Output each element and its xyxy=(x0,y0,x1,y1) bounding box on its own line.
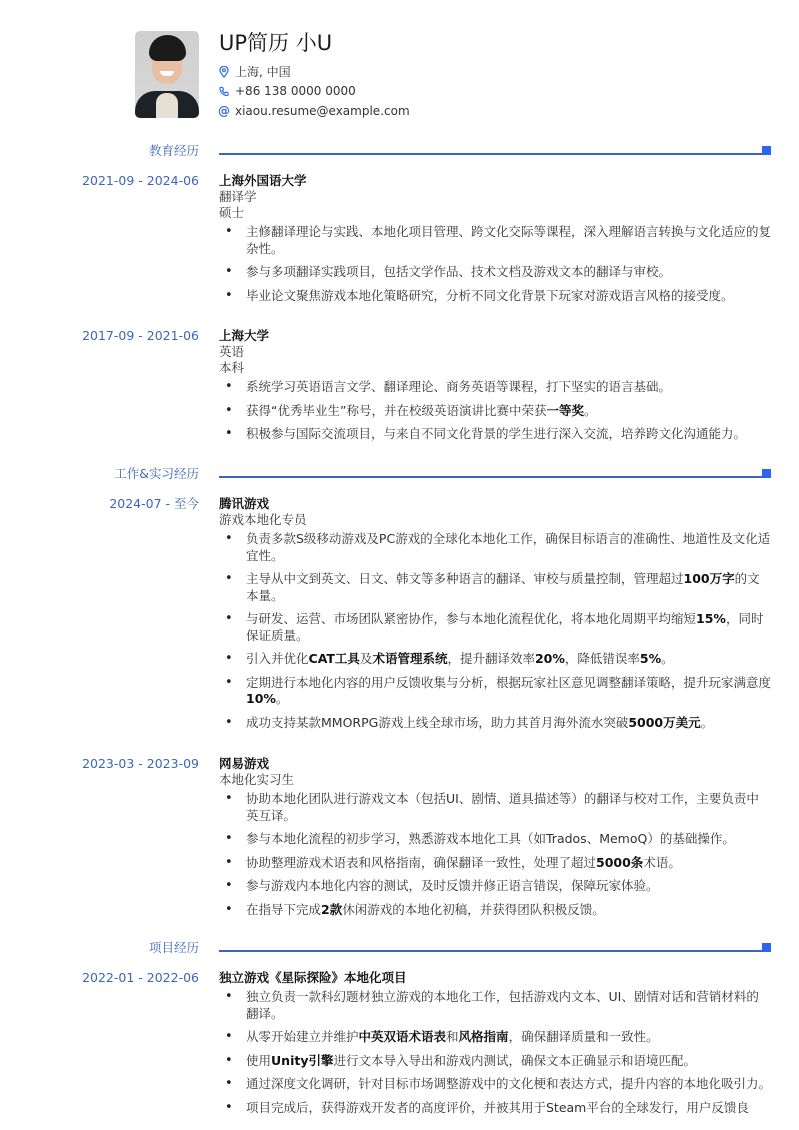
map-pin-icon xyxy=(219,66,229,78)
bullet-item: • 成功支持某款MMORPG游戏上线全球市场，助力其首月海外流水突破5000万美元。 xyxy=(219,715,771,732)
bullet-item: • 参与游戏内本地化内容的测试，及时反馈并修正语言错误，保障玩家体验。 xyxy=(219,878,771,895)
company-name: 腾讯游戏 xyxy=(219,496,270,511)
bullet-item: • 通过深度文化调研，针对目标市场调整游戏中的文化梗和表达方式，提升内容的本地化吸引力。 xyxy=(219,1076,771,1093)
contact-block xyxy=(219,31,410,121)
entry-date: 2017-09 - 2021-06 xyxy=(82,328,199,343)
profile-photo xyxy=(135,31,199,118)
bullet-item: • 从零开始建立并维护中英双语术语表和风格指南，确保翻译质量和一致性。 xyxy=(219,1029,771,1046)
entry-date: 2021-09 - 2024-06 xyxy=(82,173,199,188)
bullet-item: • 协助本地化团队进行游戏文本（包括UI、剧情、道具描述等）的翻译与校对工作，主要负责中英互译。 xyxy=(219,791,771,824)
section-marker xyxy=(762,146,771,155)
bullet-item: • 主导从中文到英文、日文、韩文等多种语言的翻译、审校与质量控制，管理超过100万字的文本量。 xyxy=(219,571,771,604)
section-education xyxy=(0,142,799,162)
bullet-list xyxy=(219,379,771,443)
job-title: 本地化实习生 xyxy=(219,772,295,787)
section-divider xyxy=(219,950,762,952)
section-title: 项目经历 xyxy=(148,940,199,955)
company-name: 网易游戏 xyxy=(219,756,270,771)
location-text: 上海, 中国 xyxy=(235,65,291,80)
bullet-list xyxy=(219,531,771,731)
bullet-item: • 系统学习英语语言文学、翻译理论、商务英语等课程，打下坚实的语言基础。 xyxy=(219,379,771,396)
entry-date: 2023-03 - 2023-09 xyxy=(82,756,199,771)
bullet-item: • 毕业论文聚焦游戏本地化策略研究，分析不同文化背景下玩家对游戏语言风格的接受度。 xyxy=(219,288,771,305)
bullet-item: • 与研发、运营、市场团队紧密协作，参与本地化流程优化，将本地化周期平均缩短15%，同时保证质量。 xyxy=(219,611,771,644)
bullet-list xyxy=(219,989,771,1116)
degree: 本科 xyxy=(219,360,245,375)
phone-icon xyxy=(219,85,229,97)
section-divider xyxy=(219,153,762,155)
bullet-item: • 独立负责一款科幻题材独立游戏的本地化工作，包括游戏内文本、UI、剧情对话和营销材料的翻译。 xyxy=(219,989,771,1022)
job-title: 游戏本地化专员 xyxy=(219,512,307,527)
candidate-name: UP简历 小U xyxy=(219,31,333,55)
section-projects xyxy=(0,939,799,959)
school-name: 上海外国语大学 xyxy=(219,173,307,188)
major: 翻译学 xyxy=(219,189,257,204)
bullet-item: • 负责多款S级移动游戏及PC游戏的全球化本地化工作，确保目标语言的准确性、地道性及文化适宜性。 xyxy=(219,531,771,564)
bullet-item: • 在指导下完成2款休闲游戏的本地化初稿，并获得团队积极反馈。 xyxy=(219,902,771,919)
entry-date: 2022-01 - 2022-06 xyxy=(82,970,199,985)
bullet-item: • 定期进行本地化内容的用户反馈收集与分析，根据玩家社区意见调整翻译策略，提升玩家满意度10%。 xyxy=(219,675,771,708)
email-row xyxy=(219,101,410,121)
bullet-item: • 协助整理游戏术语表和风格指南，确保翻译一致性，处理了超过5000条术语。 xyxy=(219,855,771,872)
phone-row xyxy=(219,82,410,102)
email-text[interactable]: xiaou.resume@example.com xyxy=(235,103,410,118)
bullet-item: • 积极参与国际交流项目，与来自不同文化背景的学生进行深入交流，培养跨文化沟通能力。 xyxy=(219,426,771,443)
school-name: 上海大学 xyxy=(219,328,270,343)
section-divider xyxy=(219,476,762,478)
resume-header xyxy=(135,31,410,121)
bullet-item: • 项目完成后，获得游戏开发者的高度评价，并被其用于Steam平台的全球发行，用户反馈良 xyxy=(219,1100,771,1117)
bullet-item: • 参与本地化流程的初步学习，熟悉游戏本地化工具（如Trados、MemoQ）的基础操作。 xyxy=(219,831,771,848)
section-marker xyxy=(762,469,771,478)
major: 英语 xyxy=(219,344,245,359)
section-title: 教育经历 xyxy=(148,143,199,158)
location-row xyxy=(219,62,410,82)
section-work xyxy=(0,465,799,485)
bullet-item: • 使用Unity引擎进行文本导入导出和游戏内测试，确保文本正确显示和语境匹配。 xyxy=(219,1053,771,1070)
bullet-item: • 主修翻译理论与实践、本地化项目管理、跨文化交际等课程，深入理解语言转换与文化适应的复杂性。 xyxy=(219,224,771,257)
phone-text: +86 138 0000 0000 xyxy=(235,84,356,99)
bullet-item: • 获得“优秀毕业生”称号，并在校级英语演讲比赛中荣获一等奖。 xyxy=(219,403,771,420)
section-marker xyxy=(762,943,771,952)
at-sign-icon: @ xyxy=(218,103,230,118)
bullet-item: • 引入并优化CAT工具及术语管理系统，提升翻译效率20%，降低错误率5%。 xyxy=(219,651,771,668)
bullet-item: • 参与多项翻译实践项目，包括文学作品、技术文档及游戏文本的翻译与审校。 xyxy=(219,264,771,281)
bullet-list xyxy=(219,791,771,918)
project-name: 独立游戏《星际探险》本地化项目 xyxy=(219,970,407,985)
entry-date: 2024-07 - 至今 xyxy=(109,496,199,511)
section-title: 工作&实习经历 xyxy=(114,466,199,481)
bullet-list xyxy=(219,224,771,304)
degree: 硕士 xyxy=(219,205,245,220)
